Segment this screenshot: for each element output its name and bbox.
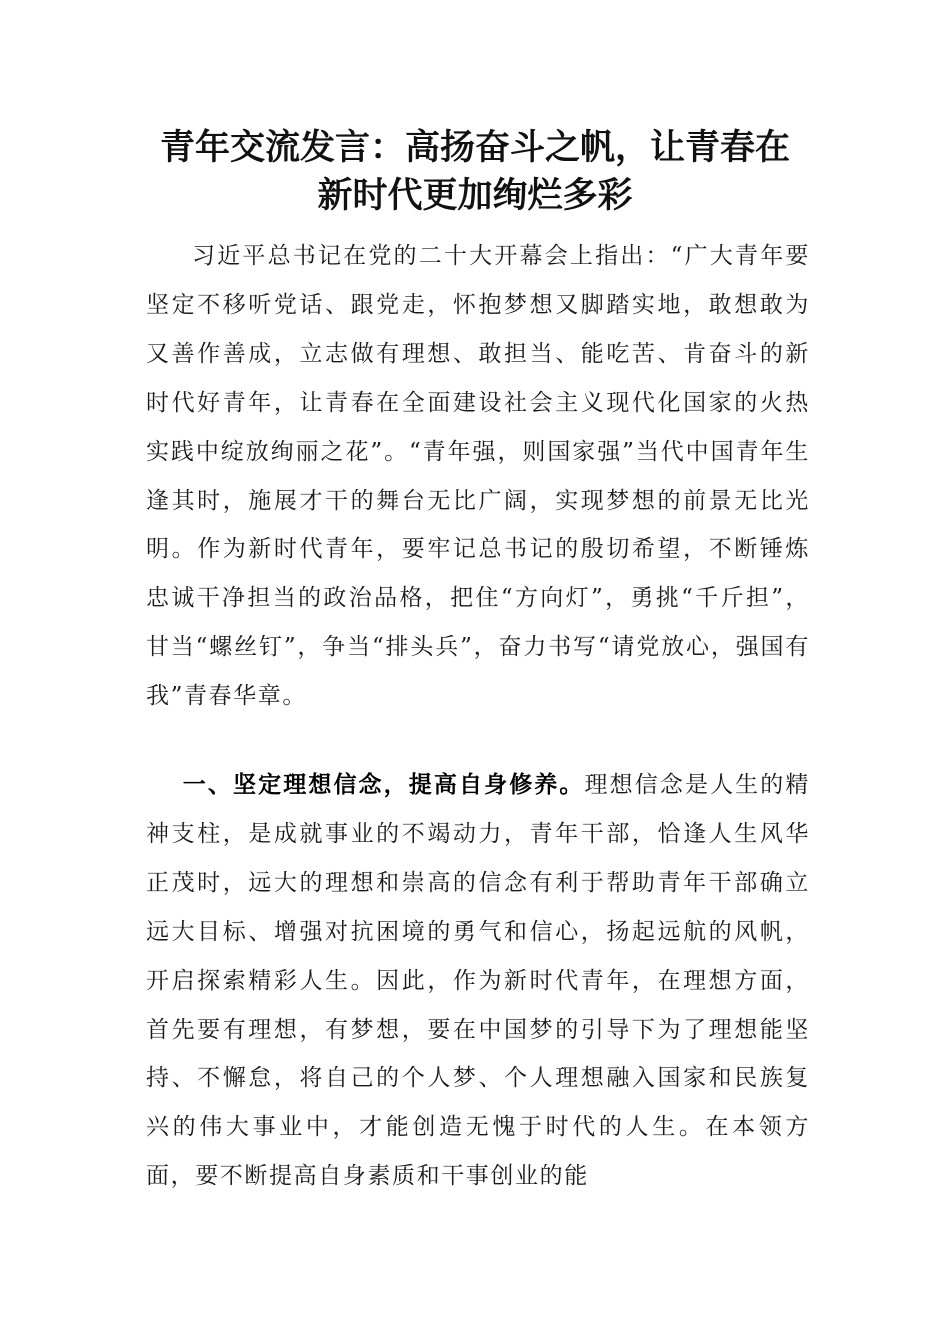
section-1-heading: 一、坚定理想信念，提高自身修养。 <box>182 771 585 798</box>
title-line-2: 新时代更加绚烂多彩 <box>317 175 633 216</box>
document-title <box>140 124 810 220</box>
title-line-1: 青年交流发言：高扬奋斗之帆，让青春在 <box>159 127 790 168</box>
section-1-paragraph <box>146 761 810 1201</box>
section-1-body: 理想信念是人生的精神支柱，是成就事业的不竭动力，青年干部，恰逢人生风华正茂时，远大的理想和崇高的信念有利于帮助青年干部确立远大目标、增强对抗困境的勇气和信心，扬起远航的风帆，开启探索精彩人生。因此，作为新时代青年，在理想方面，首先要有理想，有梦想，要在中国梦的引导下为了理想能坚持、不懈怠，将自己的个人梦、个人理想融入国家和民族复兴的伟大事业中，才能创造无愧于时代的人生。在本领方面，要不断提高自身素质和干事创业的能 <box>146 772 810 1190</box>
intro-paragraph: 习近平总书记在党的二十大开幕会上指出：“广大青年要坚定不移听党话、跟党走，怀抱梦想又脚踏实地，敢想敢为又善作善成，立志做有理想、敢担当、能吃苦、肯奋斗的新时代好青年，让青春在全面建设社会主义现代化国家的火热实践中绽放绚丽之花”。“青年强，则国家强”当代中国青年生逢其时，施展才干的舞台无比广阔，实现梦想的前景无比光明。作为新时代青年，要牢记总书记的殷切希望，不断锤炼忠诚干净担当的政治品格，把住“方向灯”，勇挑“千斤担”，甘当“螺丝钉”，争当“排头兵”，奋力书写“请党放心，强国有我”青春华章。 <box>146 243 810 710</box>
